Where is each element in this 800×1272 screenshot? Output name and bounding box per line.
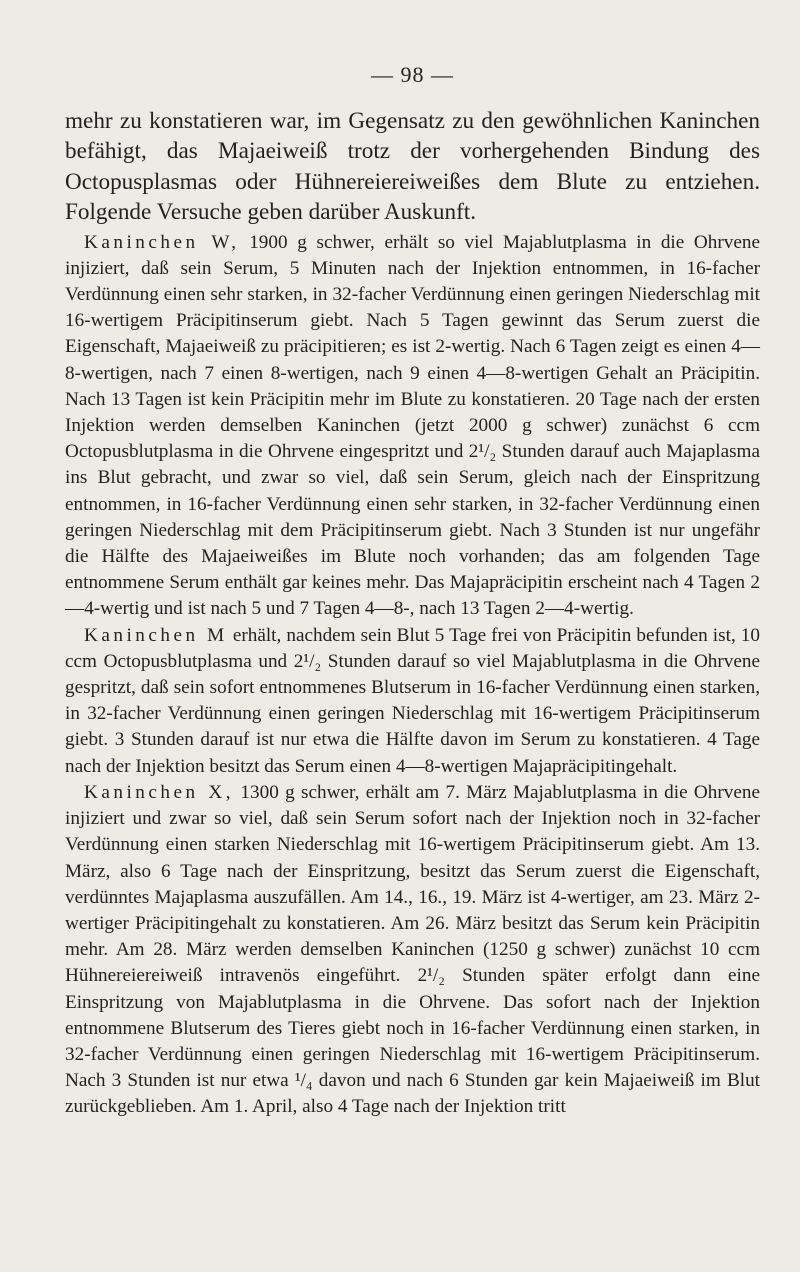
paragraph-text: erhält, nachdem sein Blut 5 Tage frei von Präcipitin befunden ist, 10 ccm Octopusblutplasma und 2¹/₂ Stunden darauf so viel Majablutplasma in die Ohrvene gespritzt, daß sein sofort entnommenes Blutserum in 16-facher Verdünnung einen starken, in 32-facher Verdünnung einen geringen Niederschlag mit 16-wertigem Präcipitinserum giebt. 3 Stunden darauf ist nur etwa die Hälfte davon im Serum zu konstatieren. 4 Tage nach der Injektion besitzt das Serum einen 4—8-wertigen Majapräcipitingehalt.: [65, 624, 760, 777]
specimen-name: Kaninchen W,: [84, 231, 240, 253]
paragraph-text: 1900 g schwer, erhält so viel Majablutplasma in die Ohrvene injiziert, daß sein Serum, 5 Minuten nach der Injektion entnommen, in 16-facher Verdünnung einen sehr starken, in 32-facher Verdünnung einen geringen Niederschlag mit 16-wertigem Präcipitinserum giebt. Nach 5 Tagen gewinnt das Serum zuerst die Eigenschaft, Majaeiweiß zu präcipitieren; es ist 2-wertig. Nach 6 Tagen zeigt es einen 4—8-wertigen, nach 7 einen 8-wertigen, nach 9 einen 4—8-wertigen Gehalt an Präcipitin. Nach 13 Tagen ist kein Präcipitin mehr im Blute zu konstatieren. 20 Tage nach der ersten Injektion werden demselben Kaninchen (jetzt 2000 g schwer) zunächst 6 ccm Octopusblutplasma in die Ohrvene eingespritzt und 2¹/₂ Stunden darauf auch Majaplasma ins Blut gebracht, und zwar so viel, daß sein Serum, gleich nach der Einspritzung entnommen, in 16-facher Verdünnung einen sehr starken, in 32-facher Verdünnung einen geringen Niederschlag mit dem Präcipitinserum giebt. Nach 3 Stunden ist nur ungefähr die Hälfte des Majaeiweißes im Blute noch vorhanden; das am folgenden Tage entnommene Serum enthält gar keines mehr. Das Majapräcipitin erscheint nach 4 Tagen 2—4-wertig und ist nach 5 und 7 Tagen 4—8-, nach 13 Tagen 2—4-wertig.: [65, 231, 760, 620]
paragraph-kaninchen-x: [65, 780, 760, 1121]
paragraph-text: 1300 g schwer, erhält am 7. März Majablutplasma in die Ohrvene injiziert und zwar so viel, daß sein Serum sofort nach der Injektion noch in 32-facher Verdünnung einen starken Niederschlag mit 16-wertigem Präcipitinserum giebt. Am 13. März, also 6 Tage nach der Einspritzung, besitzt das Serum zuerst die Eigenschaft, verdünntes Majaplasma auszufällen. Am 14., 16., 19. März ist 4-wertiger, am 23. März 2-wertiger Präcipitingehalt zu konstatieren. Am 26. März besitzt das Serum kein Präcipitin mehr. Am 28. März werden demselben Kaninchen (1250 g schwer) zunächst 10 ccm Hühnereiereiweiß intravenös eingeführt. 2¹/₂ Stunden später erfolgt dann eine Einspritzung von Majablutplasma in die Ohrvene. Das sofort nach der Injektion entnommene Blutserum des Tieres giebt noch in 16-facher Verdünnung einen starken, in 32-facher Verdünnung einen geringen Niederschlag mit 16-wertigem Präcipitinserum. Nach 3 Stunden ist nur etwa ¹/₄ davon und nach 6 Stunden gar kein Majaeiweiß im Blut zurückgeblieben. Am 1. April, also 4 Tage nach der Injektion tritt: [65, 781, 760, 1118]
page-number: — 98 —: [371, 62, 454, 87]
specimen-name: Kaninchen M: [84, 624, 228, 646]
specimen-name: Kaninchen X,: [84, 781, 235, 803]
intro-paragraph: mehr zu konstatieren war, im Gegensatz zu den gewöhnlichen Kaninchen befähigt, das Majaeiweiß trotz der vorhergehenden Bindung des Octopusplasmas oder Hühnereiereiweißes dem Blute zu entziehen. Folgende Versuche geben darüber Auskunft.: [65, 108, 760, 226]
paragraph-kaninchen-m: [65, 623, 760, 780]
paragraph-kaninchen-w: [65, 230, 760, 623]
